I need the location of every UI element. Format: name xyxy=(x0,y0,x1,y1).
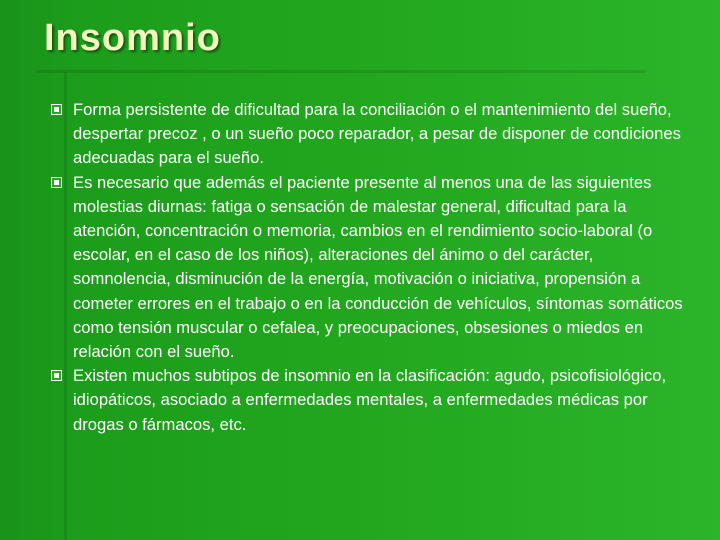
bullet-item xyxy=(52,364,692,437)
horizontal-divider xyxy=(36,70,646,73)
slide-title: Insomnio xyxy=(44,17,221,59)
square-bullet-icon xyxy=(52,178,61,187)
bullet-text: Forma persistente de dificultad para la conciliación o el mantenimiento del sueño, despertar precoz , o un sueño poco reparador, a pesar de disponer de condiciones adecuadas para el sueño. xyxy=(73,100,681,168)
square-bullet-icon xyxy=(52,105,61,114)
bullet-list xyxy=(52,98,692,437)
bullet-item xyxy=(52,98,692,171)
bullet-item xyxy=(52,171,692,365)
square-bullet-icon xyxy=(52,371,61,380)
bullet-text: Existen muchos subtipos de insomnio en la clasificación: agudo, psicofisiológico, idiopáticos, asociado a enfermedades mentales, a enfermedades médicas por drogas o fármacos, etc. xyxy=(73,366,667,434)
bullet-text: Es necesario que además el paciente presente al menos una de las siguientes molestias diurnas: fatiga o sensación de malestar general, dificultad para la atención, concentración o memoria, cambios en el rendimiento socio-laboral (o escolar, en el caso de los niños), alteraciones del ánimo o del carácter, somnolencia, disminución de la energía, motivación o iniciativa, propensión a cometer errores en el trabajo o en la conducción de vehículos, síntomas somáticos como tensión muscular o cefalea, y preocupaciones, obsesiones o miedos en relación con el sueño. xyxy=(73,172,683,362)
